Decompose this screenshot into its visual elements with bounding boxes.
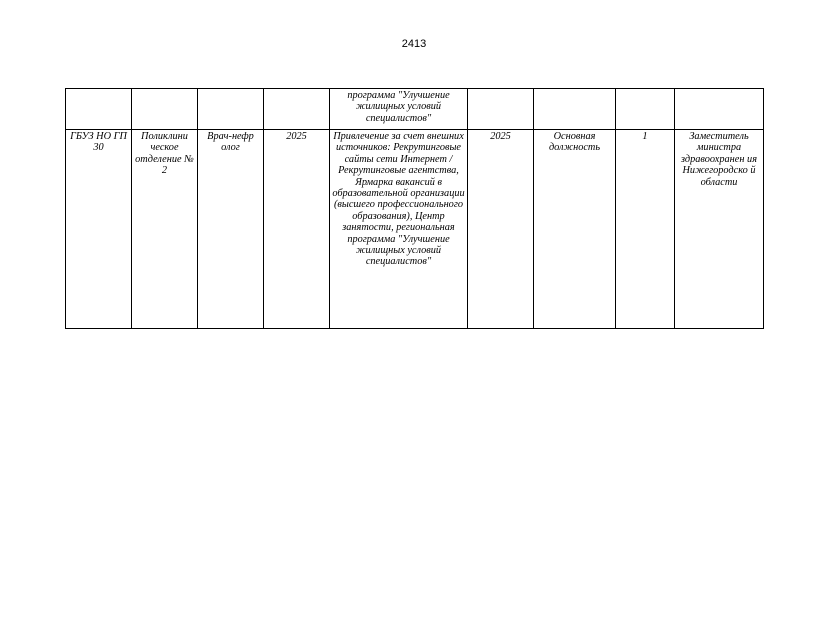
table-cell-department	[132, 89, 198, 130]
table-cell-department: Поликлини ческое отделение № 2	[132, 130, 198, 329]
table-cell-count	[616, 89, 675, 130]
table-cell-position: Врач-нефр олог	[198, 130, 264, 329]
table-cell-deadline: 2025	[468, 130, 534, 329]
page-number: 2413	[401, 38, 427, 50]
staffing-table	[65, 88, 764, 329]
table-cell-count: 1	[616, 130, 675, 329]
table-cell-deadline	[468, 89, 534, 130]
table-cell-measures: Привлечение за счет внешних источников: Рекрутинговые сайты сети Интернет / Рекрутинговые агентства, Ярмарка вакансий в образовательной организации (высшего профессионального образования), Центр занятости, региональная программа "Улучшение жилищных условий специалистов"	[330, 130, 468, 329]
table-cell-year	[264, 89, 330, 130]
table-cell-measures: программа "Улучшение жилищных условий специалистов"	[330, 89, 468, 130]
table-cell-responsible: Заместитель министра здравоохранен ия Нижегородско й области	[675, 130, 764, 329]
table-cell-institution	[66, 89, 132, 130]
table-row-continuation	[66, 89, 764, 130]
table-cell-position-type: Основная должность	[534, 130, 616, 329]
table-cell-position	[198, 89, 264, 130]
table-cell-responsible	[675, 89, 764, 130]
table-cell-position-type	[534, 89, 616, 130]
table-cell-institution: ГБУЗ НО ГП 30	[66, 130, 132, 329]
table-row	[66, 130, 764, 329]
table-cell-year: 2025	[264, 130, 330, 329]
